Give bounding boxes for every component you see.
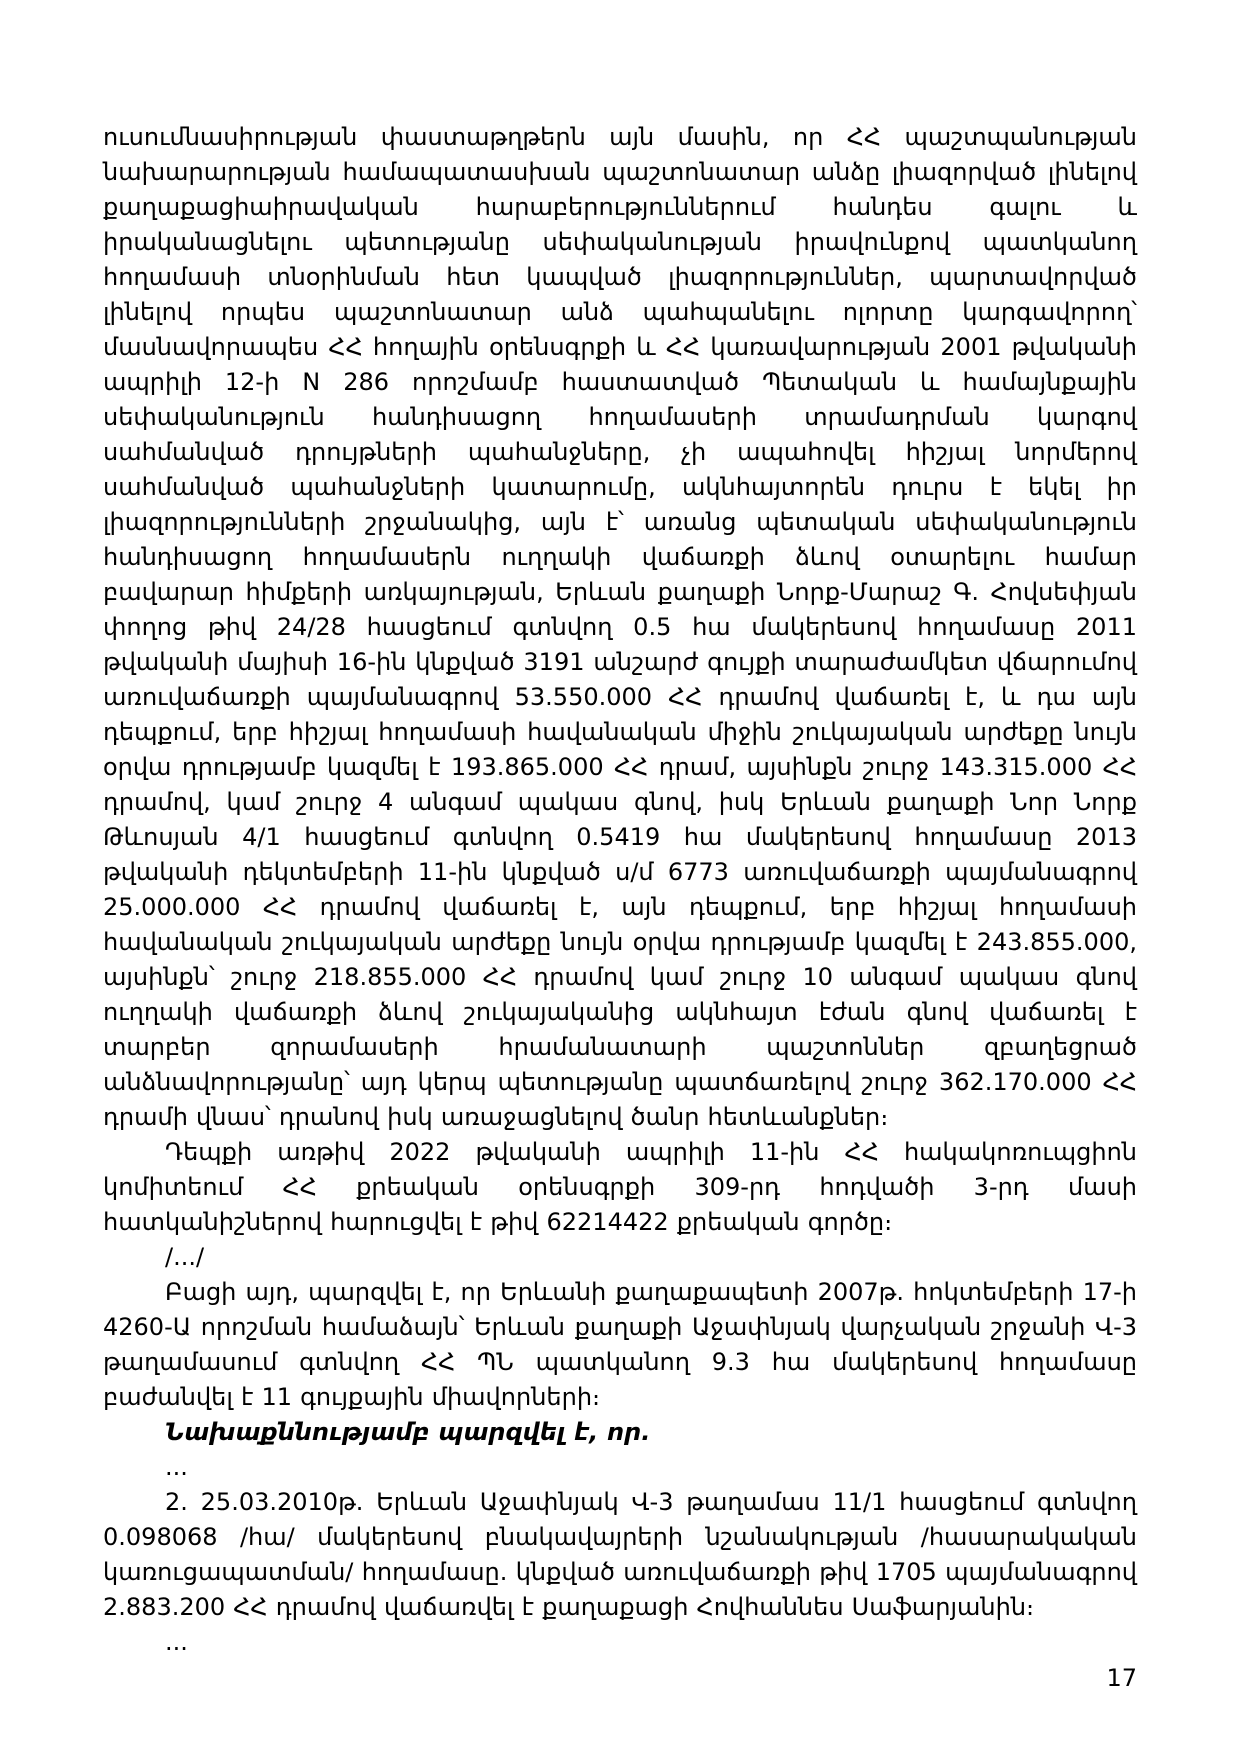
paragraph-item-2-sale: 2. 25.03.2010թ. Երևան Աջափնյակ Վ-3 թաղամաս 11/1 հասցեում գտնվող 0.098068 /հա/ մակերեսով բնակավայրերի նշանակության /հասարակական կառուցապատման/ հողամասը. կնքված առուվաճառքի թիվ 1705 պայմանագրով 2.883.200 ՀՀ դրամով վաճառվել է քաղաքացի Հովհաննես Սաֆարյանին։ <box>103 1488 1137 1621</box>
paragraph-omission-marker: /.../ <box>165 1243 205 1271</box>
paragraph-investigation-heading: Նախաքննությամբ պարզվել է, որ. <box>165 1418 651 1446</box>
paragraph-case-initiation: Դեպքի առթիվ 2022 թվականի ապրիլի 11-ին ՀՀ հակակոռուպցիոն կոմիտեում ՀՀ քրեական օրենսգրքի 309-րդ հոդվածի 3-րդ մասի հատկանիշներով հարուցվել է թիվ 62214422 քրեական գործը։ <box>103 1138 1137 1236</box>
paragraph-ellipsis-1: ... <box>165 1453 188 1481</box>
page-number: 17 <box>1106 1664 1137 1692</box>
paragraph-mayor-decision: Բացի այդ, պարզվել է, որ Երևանի քաղաքապետի 2007թ. հոկտեմբերի 17-ի 4260-Ա որոշման համաձայն՝ Երևան քաղաքի Աջափնյակ վարչական շրջանի Վ-3 թաղամասում գտնվող ՀՀ ՊՆ պատկանող 9.3 հա մակերեսով հողամասը բաժանվել է 11 գույքային միավորների։ <box>103 1278 1137 1411</box>
document-body <box>103 120 1137 1660</box>
paragraph-continuation-body: ուսումնասիրության փաստաթղթերն այն մասին, որ ՀՀ պաշտպանության նախարարության համապատասխան պաշտոնատար անձը լիազորված լինելով քաղաքացիաիրավական հարաբերություններում հանդես գալու և իրականացնելու պետությանը սեփականության իրավունքով պատկանող հողամասի տնօրինման հետ կապված լիազորություններ, պարտավորված լինելով որպես պաշտոնատար անձ պահպանելու ոլորտը կարգավորող՝ մասնավորապես ՀՀ հողային օրենսգրքի և ՀՀ կառավարության 2001 թվականի ապրիլի 12-ի N 286 որոշմամբ հաստատված Պետական և համայնքային սեփականություն հանդիսացող հողամասերի տրամադրման կարգով սահմանված դրույթների պահանջները, չի ապահովել հիշյալ նորմերով սահմանված պահանջների կատարումը, ակնհայտորեն դուրս է եկել իր լիազորությունների շրջանակից, այն է՝ առանց պետական սեփականություն հանդիսացող հողամասերն ուղղակի վաճառքի ձևով օտարելու համար բավարար հիմքերի առկայության, Երևան քաղաքի Նորք-Մարաշ Գ. Հովսեփյան փողոց թիվ 24/28 հասցեում գտնվող 0.5 հա մակերեսով հողամասը 2011 թվականի մայիսի 16-ին կնքված 3191 անշարժ գույքի տարաժամկետ վճարումով առուվաճառքի պայմանագրով 53.550.000 ՀՀ դրամով վաճառել է, և դա այն դեպքում, երբ հիշյալ հողամասի հավանական միջին շուկայական արժեքը նույն օրվա դրությամբ կազմել է 193.865.000 ՀՀ դրամ, այսինքն շուրջ 143.315.000 ՀՀ դրամով, կամ շուրջ 4 անգամ պակաս գնով, իսկ Երևան քաղաքի Նոր Նորք Թևոսյան 4/1 հասցեում գտնվող 0.5419 հա մակերեսով հողամասը 2013 թվականի դեկտեմբերի 11-ին կնքված ս/մ 6773 առուվաճառքի պայմանագրով 25.000.000 ՀՀ դրամով վաճառել է, այն դեպքում, երբ հիշյալ հողամասի հավանական շուկայական արժեքը նույն օրվա դրությամբ կազմել է 243.855.000, այսինքն՝ շուրջ 218.855.000 ՀՀ դրամով կամ շուրջ 10 անգամ պակաս գնով ուղղակի վաճառքի ձևով շուկայականից ակնհայտ էժան գնով վաճառել է տարբեր զորամասերի հրամանատարի պաշտոններ զբաղեցրած անձնավորությանը՝ այդ կերպ պետությանը պատճառելով շուրջ 362.170.000 ՀՀ դրամի վնաս՝ դրանով իսկ առաջացնելով ծանր հետևանքներ։ <box>103 123 1137 1131</box>
paragraph-ellipsis-2: ... <box>165 1628 188 1656</box>
